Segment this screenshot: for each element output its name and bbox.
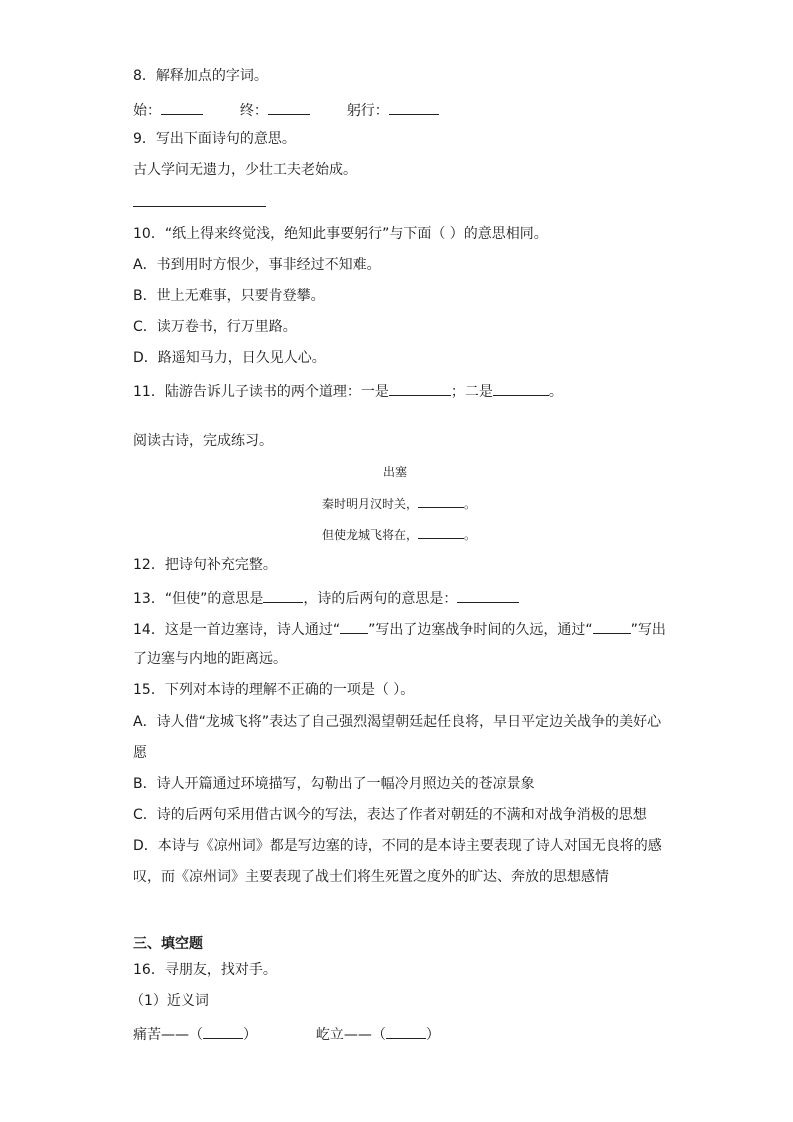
q16-word-1: 痛苦——（ (133, 1027, 203, 1043)
q14-blank-2[interactable] (593, 619, 631, 634)
q11-blank-1[interactable] (389, 381, 451, 396)
poem-line-1-end: 。 (464, 497, 477, 511)
q9-verse: 古人学问无遗力，少壮工夫老始成。 (133, 162, 357, 178)
poem-line-1 (322, 495, 476, 512)
q14-text-3: ”写出 (630, 622, 666, 638)
q16-sub-synonyms: （1）近义词 (130, 993, 209, 1009)
poem-line-1-text: 秦时明月汉时关， (322, 497, 419, 511)
poem-line-1-blank[interactable] (418, 495, 464, 508)
q14-blank-1[interactable] (340, 619, 368, 634)
q16-blank-1[interactable] (203, 1024, 243, 1039)
q15-option-d-line-1: D．本诗与《凉州词》都是写边塞的诗，不同的是本诗主要表现了诗人对国无良将的感 (133, 838, 662, 854)
q13-row (133, 588, 519, 608)
q8-blank-shi[interactable] (161, 100, 203, 115)
reading-intro: 阅读古诗，完成练习。 (133, 433, 273, 449)
poem-line-2 (322, 526, 476, 543)
q14-text-1: 14．这是一首边塞诗，诗人通过“ (133, 622, 341, 638)
q8-label-shi: 始： (133, 103, 161, 119)
q15-option-a-line-2: 愿 (133, 745, 147, 761)
q11-row (133, 381, 563, 401)
q16-blank-2[interactable] (386, 1024, 426, 1039)
q13-blank-1[interactable] (263, 588, 303, 603)
poem-title: 出塞 (383, 465, 408, 479)
q8-label-zhong: 终： (239, 103, 268, 119)
q11-text-2: ；二是 (450, 384, 493, 400)
q10-option-a: A．书到用时方恨少，事非经过不知难。 (133, 257, 381, 273)
q11-text-3: 。 (548, 384, 563, 400)
q13-blank-2[interactable] (457, 588, 519, 603)
q10-option-d: D．路遥知马力，日久见人心。 (133, 350, 326, 366)
q16-close-2: ） (425, 1027, 440, 1043)
q15-option-b: B．诗人开篇通过环境描写，勾勒出了一幅冷月照边关的苍凉景象 (133, 776, 535, 792)
q16-row (133, 1024, 440, 1044)
q8-blank-zhong[interactable] (268, 100, 310, 115)
poem-line-2-text: 但使龙城飞将在， (322, 528, 419, 542)
q9-answer-line[interactable] (133, 206, 266, 207)
q15-title: 15．下列对本诗的理解不正确的一项是（ ）。 (133, 682, 415, 698)
q12-title: 12．把诗句补充完整。 (133, 557, 277, 573)
q16-word-2: 屹立——（ (315, 1027, 386, 1043)
q11-text-1: 11．陆游告诉儿子读书的两个道理：一是 (133, 384, 389, 400)
q15-option-a-line-1: A．诗人借“龙城飞将”表达了自己强烈渴望朝廷起任良将，早日平定边关战争的美好心 (133, 714, 662, 730)
q13-text-1: 13．“但使”的意思是 (133, 591, 264, 607)
q16-title: 16．寻朋友，找对手。 (133, 962, 277, 978)
q14-row (133, 619, 666, 639)
q15-option-d-line-2: 叹，而《凉州词》主要表现了战士们将生死置之度外的旷达、奔放的思想感情 (133, 869, 609, 885)
q8-label-gongxing: 躬行： (346, 103, 389, 119)
q13-text-2: ，诗的后两句的意思是： (303, 591, 458, 607)
q16-close-1: ） (243, 1027, 257, 1043)
q8-blank-gongxing[interactable] (389, 100, 439, 115)
q10-option-b: B．世上无难事，只要肯登攀。 (133, 288, 325, 304)
section-heading-fill-blank: 三、填空题 (133, 936, 203, 952)
q9-title: 9．写出下面诗句的意思。 (133, 131, 296, 147)
q10-title: 10．“纸上得来终觉浅，绝知此事要躬行”与下面（ ）的意思相同。 (133, 226, 548, 242)
q10-option-c: C．读万卷书，行万里路。 (133, 319, 297, 335)
poem-line-2-end: 。 (464, 528, 477, 542)
q11-blank-2[interactable] (493, 381, 549, 396)
q8-title: 8．解释加点的字词。 (133, 68, 268, 84)
poem-line-2-blank[interactable] (418, 526, 464, 539)
q14-text-2: ”写出了边塞战争时间的久远，通过“ (368, 622, 593, 638)
q15-option-c: C．诗的后两句采用借古讽今的写法，表达了作者对朝廷的不满和对战争消极的思想 (133, 807, 647, 823)
q14-continuation: 了边塞与内地的距离远。 (133, 651, 287, 667)
q8-blanks-row (133, 100, 439, 120)
